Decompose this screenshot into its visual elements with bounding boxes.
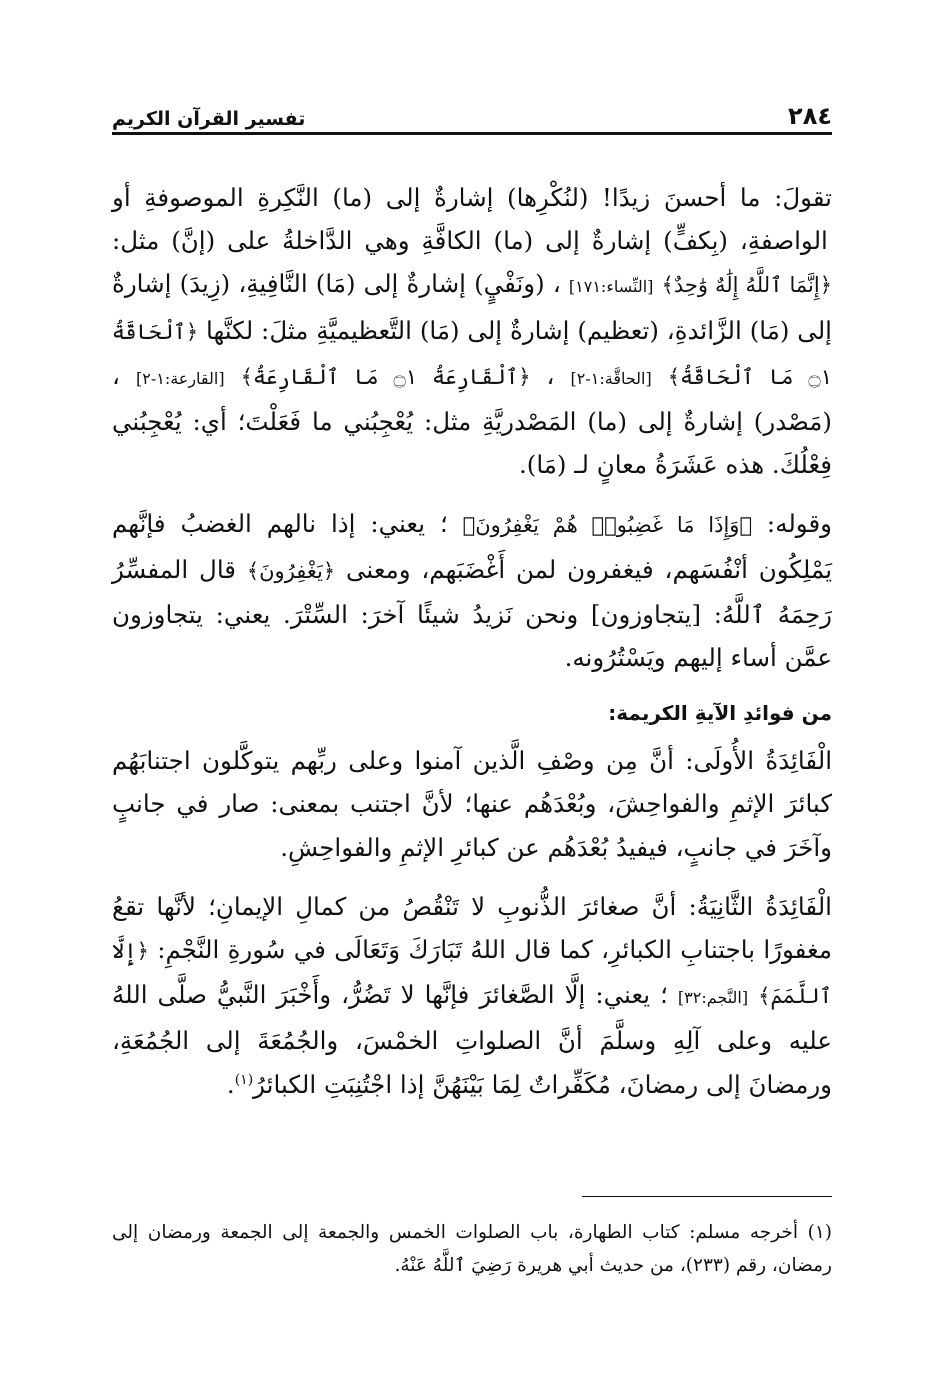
verse-reference: [القارعة:١-٢] bbox=[135, 368, 225, 388]
benefit-second bbox=[112, 885, 832, 1106]
quran-verse: ﴿إِلَّا ٱللَّمَمَ﴾ bbox=[112, 939, 832, 1009]
quran-verse: ﴿ٱلْحَاقَّةُ ۝١ مَا ٱلْحَاقَّةُ﴾ bbox=[112, 319, 832, 389]
text: ، (مَصْدر) إشارةٌ إلى (ما) المَصْدريَّةِ مثل: يُعْجِبُني ما فَعَلْتَ؛ أي: يُعْجِبُني فِعْلُكَ. هذه عَشَرَةُ معانٍ لـ (مَا). bbox=[112, 360, 832, 480]
text: ، (ونَفْيٍ) إشارةٌ إلى (مَا) النَّافِيةِ، (زِيدَ) إشارةٌ إلى (مَا) الزَّائدةِ، (تعظيم) إشارةٌ إلى (مَا) التَّعظيميَّةِ مثلَ: لكنَّها bbox=[112, 269, 832, 345]
verse-reference: [الحاقَّة:١-٢] bbox=[570, 368, 652, 388]
text: الْفَائِدَةُ الثَّانِيَةُ: أنَّ صغائرَ الذُّنوبِ لا تَنْقُصُ من كمالِ الإيمانِ؛ لأنَّها تقعُ مغفورًا باجتنابِ الكبائرِ، كما قال اللهُ تَبَارَكَ وَتَعَالَى في سُورةِ النَّجْمِ: bbox=[112, 891, 832, 965]
footnote-divider bbox=[582, 1196, 832, 1197]
verse-reference: [النِّساء:١٧١] bbox=[568, 277, 654, 297]
benefit-first bbox=[112, 739, 832, 869]
quran-verse: ﴿إِنَّمَا ٱللَّهُ إِلَٰهٌ وَٰحِدٌ﴾ bbox=[661, 273, 833, 298]
text: . bbox=[226, 1069, 235, 1099]
quran-verse: ﴿وَإِذَا مَا غَضِبُوا۟ هُمْ يَغْفِرُونَ﴾ bbox=[462, 513, 753, 538]
text: ؛ يعني: إذا نالهم الغضبُ فإنَّهم يَمْلِكُون أنْفُسَهم، فيغفرون لمن أَغْضَبَهم، ومعنى bbox=[112, 509, 833, 584]
quran-verse: ﴿ٱلْقَارِعَةُ ۝١ مَا ٱلْقَارِعَةُ﴾ bbox=[240, 364, 531, 389]
page-header bbox=[112, 94, 832, 135]
text: الْفَائِدَةُ الأُولَى: أنَّ مِن وصْفِ الَّذين آمنوا وعلى ربِّهم يتوكَّلون اجتنابَهُم كبائرَ الإثمِ والفواحِشَ، وبُعْدَهُم عنها؛ لأنَّ اجتنب بمعنى: صار في جانبٍ وآخَرَ في جانبٍ، فيفيدُ بُعْدَهُم عن كبائرِ الإثمِ والفواحِشِ. bbox=[112, 746, 832, 862]
honorific: رَضِيَ ٱللَّهُ عَنْهُ bbox=[400, 1255, 512, 1276]
text: وقوله: bbox=[752, 509, 832, 539]
page-number: ٢٨٤ bbox=[788, 102, 832, 130]
text: ، bbox=[530, 360, 555, 390]
paragraph-ma-meanings bbox=[112, 176, 832, 486]
section-heading: من فوائدِ الآيةِ الكريمة: bbox=[608, 701, 832, 726]
footnote bbox=[112, 1216, 832, 1282]
quran-verse: ﴿يَغْفِرُونَ﴾ bbox=[246, 558, 336, 583]
paragraph-forgiveness bbox=[112, 502, 832, 679]
footnote-number: (١) bbox=[807, 1222, 832, 1243]
footnote-text: أخرجه مسلم: كتاب الطهارة، باب الصلوات الخمس والجمعة إلى الجمعة ورمضان إلى رمضان، رقم (٢٣٣)، من حديث أبي هريرة bbox=[112, 1222, 832, 1276]
text: قال المفسِّرُ رَحِمَهُ ٱللَّهُ: [يتجاوزون] ونحن نَزيدُ شيئًا آخرَ: السِّتْرَ. يعني: يتجاوزون عمَّن أساء إليهم ويَسْتُرُونه. bbox=[112, 554, 832, 673]
text: . bbox=[394, 1255, 401, 1276]
text: تقولَ: ما أحسنَ زيدًا! (لنُكْرِها) إشارةٌ إلى (ما) النَّكِرةِ الموصوفةِ أو الواصفةِ، (بِكفٍّ) إشارةٌ إلى (ما) الكافَّةِ وهي الدَّاخلةُ على (إنَّ) مثل: bbox=[112, 183, 832, 256]
footnote-marker: (١) bbox=[234, 1071, 254, 1088]
page-body bbox=[112, 176, 832, 1106]
running-title: تفسير القرآن الكريم bbox=[112, 108, 306, 130]
text: ؛ يعني: إلَّا الصَّغائرَ فإنَّها لا تَضُرُّ، وأَخْبَرَ النَّبيُّ صلَّى اللهُ عليه وعلى آلِهِ وسلَّمَ أنَّ الصلواتِ الخمْسَ، والجُمُعَةَ إلى الجُمُعَةِ، ورمضانَ إلى رمضانَ، مُكَفِّراتٌ لِمَا بَيْنَهُنَّ إذا اجْتُنِبَتِ الكبائرُ bbox=[112, 980, 832, 1099]
verse-reference: [النَّجم:٣٢] bbox=[677, 988, 749, 1008]
